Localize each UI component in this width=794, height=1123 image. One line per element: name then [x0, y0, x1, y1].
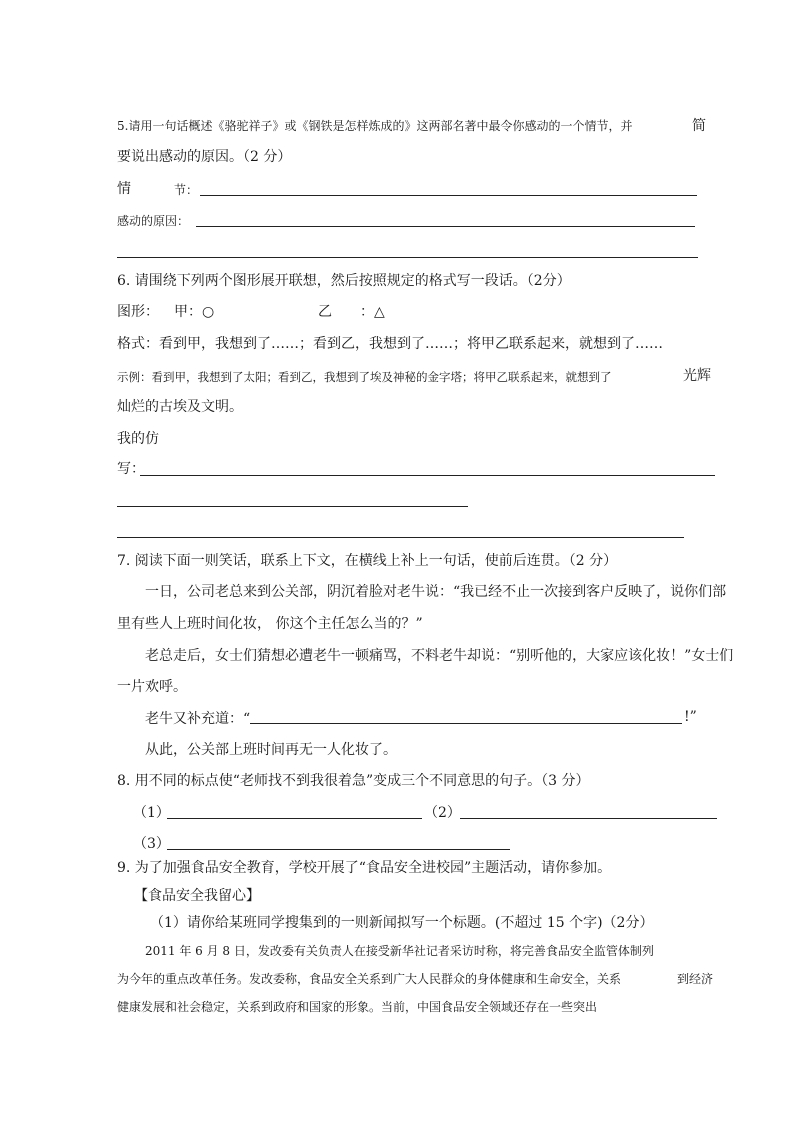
q8-item-3-number: （3） [133, 836, 170, 852]
q8-answer-line-1[interactable] [167, 818, 422, 819]
q9-news-line-3: 健康发展和社会稳定，关系到政府和国家的形象。当前，中国食品安全领域还存在一些突出 [117, 1000, 598, 1014]
q5-text-a: 5.请用一句话概述《骆驼祥子》或《钢铁是怎样炼成的》这两部名著中最令你感动的一个情节，并 [117, 119, 633, 133]
q6-shape-b-name: 乙 [318, 304, 332, 320]
q7-paragraph-3-label: 老牛又补充道：“ [145, 711, 251, 727]
q5-text-c: 要说出感动的原因。（2 分） [117, 149, 292, 165]
q7-answer-line[interactable] [250, 723, 682, 724]
q6-my-label-1: 我的仿 [117, 431, 159, 447]
q6-prompt: 6. 请围绕下列两个图形展开联想，然后按照规定的格式写一段话。（2分） [117, 273, 571, 289]
q6-answer-line-2[interactable] [117, 506, 468, 507]
q9-prompt: 9. 为了加强食品安全教育，学校开展了“食品安全进校园”主题活动，请你参加。 [117, 860, 612, 876]
q7-paragraph-1b: 里有些人上班时间化妆， 你这个主任怎么当的？” [117, 616, 423, 632]
q7-paragraph-4: 从此，公关部上班时间再无一人化妆了。 [145, 742, 397, 758]
q6-answer-line-3[interactable] [117, 537, 684, 538]
q7-prompt: 7. 阅读下面一则笑话，联系上下文，在横线上补上一句话，使前后连贯。（2 分） [117, 553, 618, 569]
q5-plot-label-1: 情 [117, 181, 131, 197]
q5-reason-answer-line-2[interactable] [117, 257, 698, 258]
q5-text-b: 简 [692, 118, 706, 134]
q7-paragraph-2a: 老总走后，女士们猜想必遭老牛一顿痛骂，不料老牛却说：“别听他的，大家应该化妆！”女士们 [145, 648, 734, 664]
q6-answer-line-1[interactable] [140, 475, 715, 476]
q6-my-label-2: 写： [117, 461, 145, 477]
q9-section-title: 【食品安全我留心】 [134, 888, 260, 904]
q5-reason-answer-line[interactable] [196, 226, 695, 227]
q8-item-2-number: （2） [424, 805, 461, 821]
q5-plot-label-2: 节： [174, 183, 199, 197]
q7-paragraph-3-end: !” [684, 709, 697, 725]
q8-answer-line-2[interactable] [460, 818, 717, 819]
q8-answer-line-3[interactable] [167, 849, 510, 850]
q6-example-3: 灿烂的古埃及文明。 [117, 399, 243, 415]
q6-format: 格式：看到甲，我想到了……；看到乙，我想到了……；将甲乙联系起来，就想到了…… [117, 336, 663, 352]
q7-paragraph-1a: 一日，公司老总来到公关部，阴沉着脸对老牛说：“我已经不止一次接到客户反映了，说你们部 [145, 584, 727, 600]
q5-plot-answer-line[interactable] [200, 195, 697, 196]
q7-paragraph-2b: 一片欢呼。 [117, 679, 187, 695]
q6-example-2: 光辉 [683, 368, 711, 384]
q6-shapes-label: 图形： [117, 304, 159, 320]
q9-news-line-2b: 到经济 [677, 972, 714, 986]
q5-reason-label: 感动的原因： [117, 214, 190, 228]
q8-item-1-number: （1） [133, 805, 170, 821]
q6-shape-a: 甲：○ [174, 304, 215, 320]
q6-shape-b-sym: ：△ [360, 304, 385, 320]
q9-news-line-1: 2011 年 6 月 8 日，发改委有关负责人在接受新华社记者采访时称，将完善食品安全监管体制列 [145, 944, 654, 958]
q6-example-1: 示例：看到甲，我想到了太阳；看到乙，我想到了埃及神秘的金字塔；将甲乙联系起来，就想到了 [117, 370, 612, 384]
q9-news-line-2: 为今年的重点改革任务。发改委称，食品安全关系到广大人民群众的身体健康和生命安全，关系 [117, 972, 622, 986]
q9-sub-question-1: （1）请你给某班同学搜集到的一则新闻拟写一个标题。(不超过 15 个字)（2分） [150, 915, 654, 931]
q8-prompt: 8. 用不同的标点使“老师找不到我很着急”变成三个不同意思的句子。（3 分） [117, 773, 590, 789]
